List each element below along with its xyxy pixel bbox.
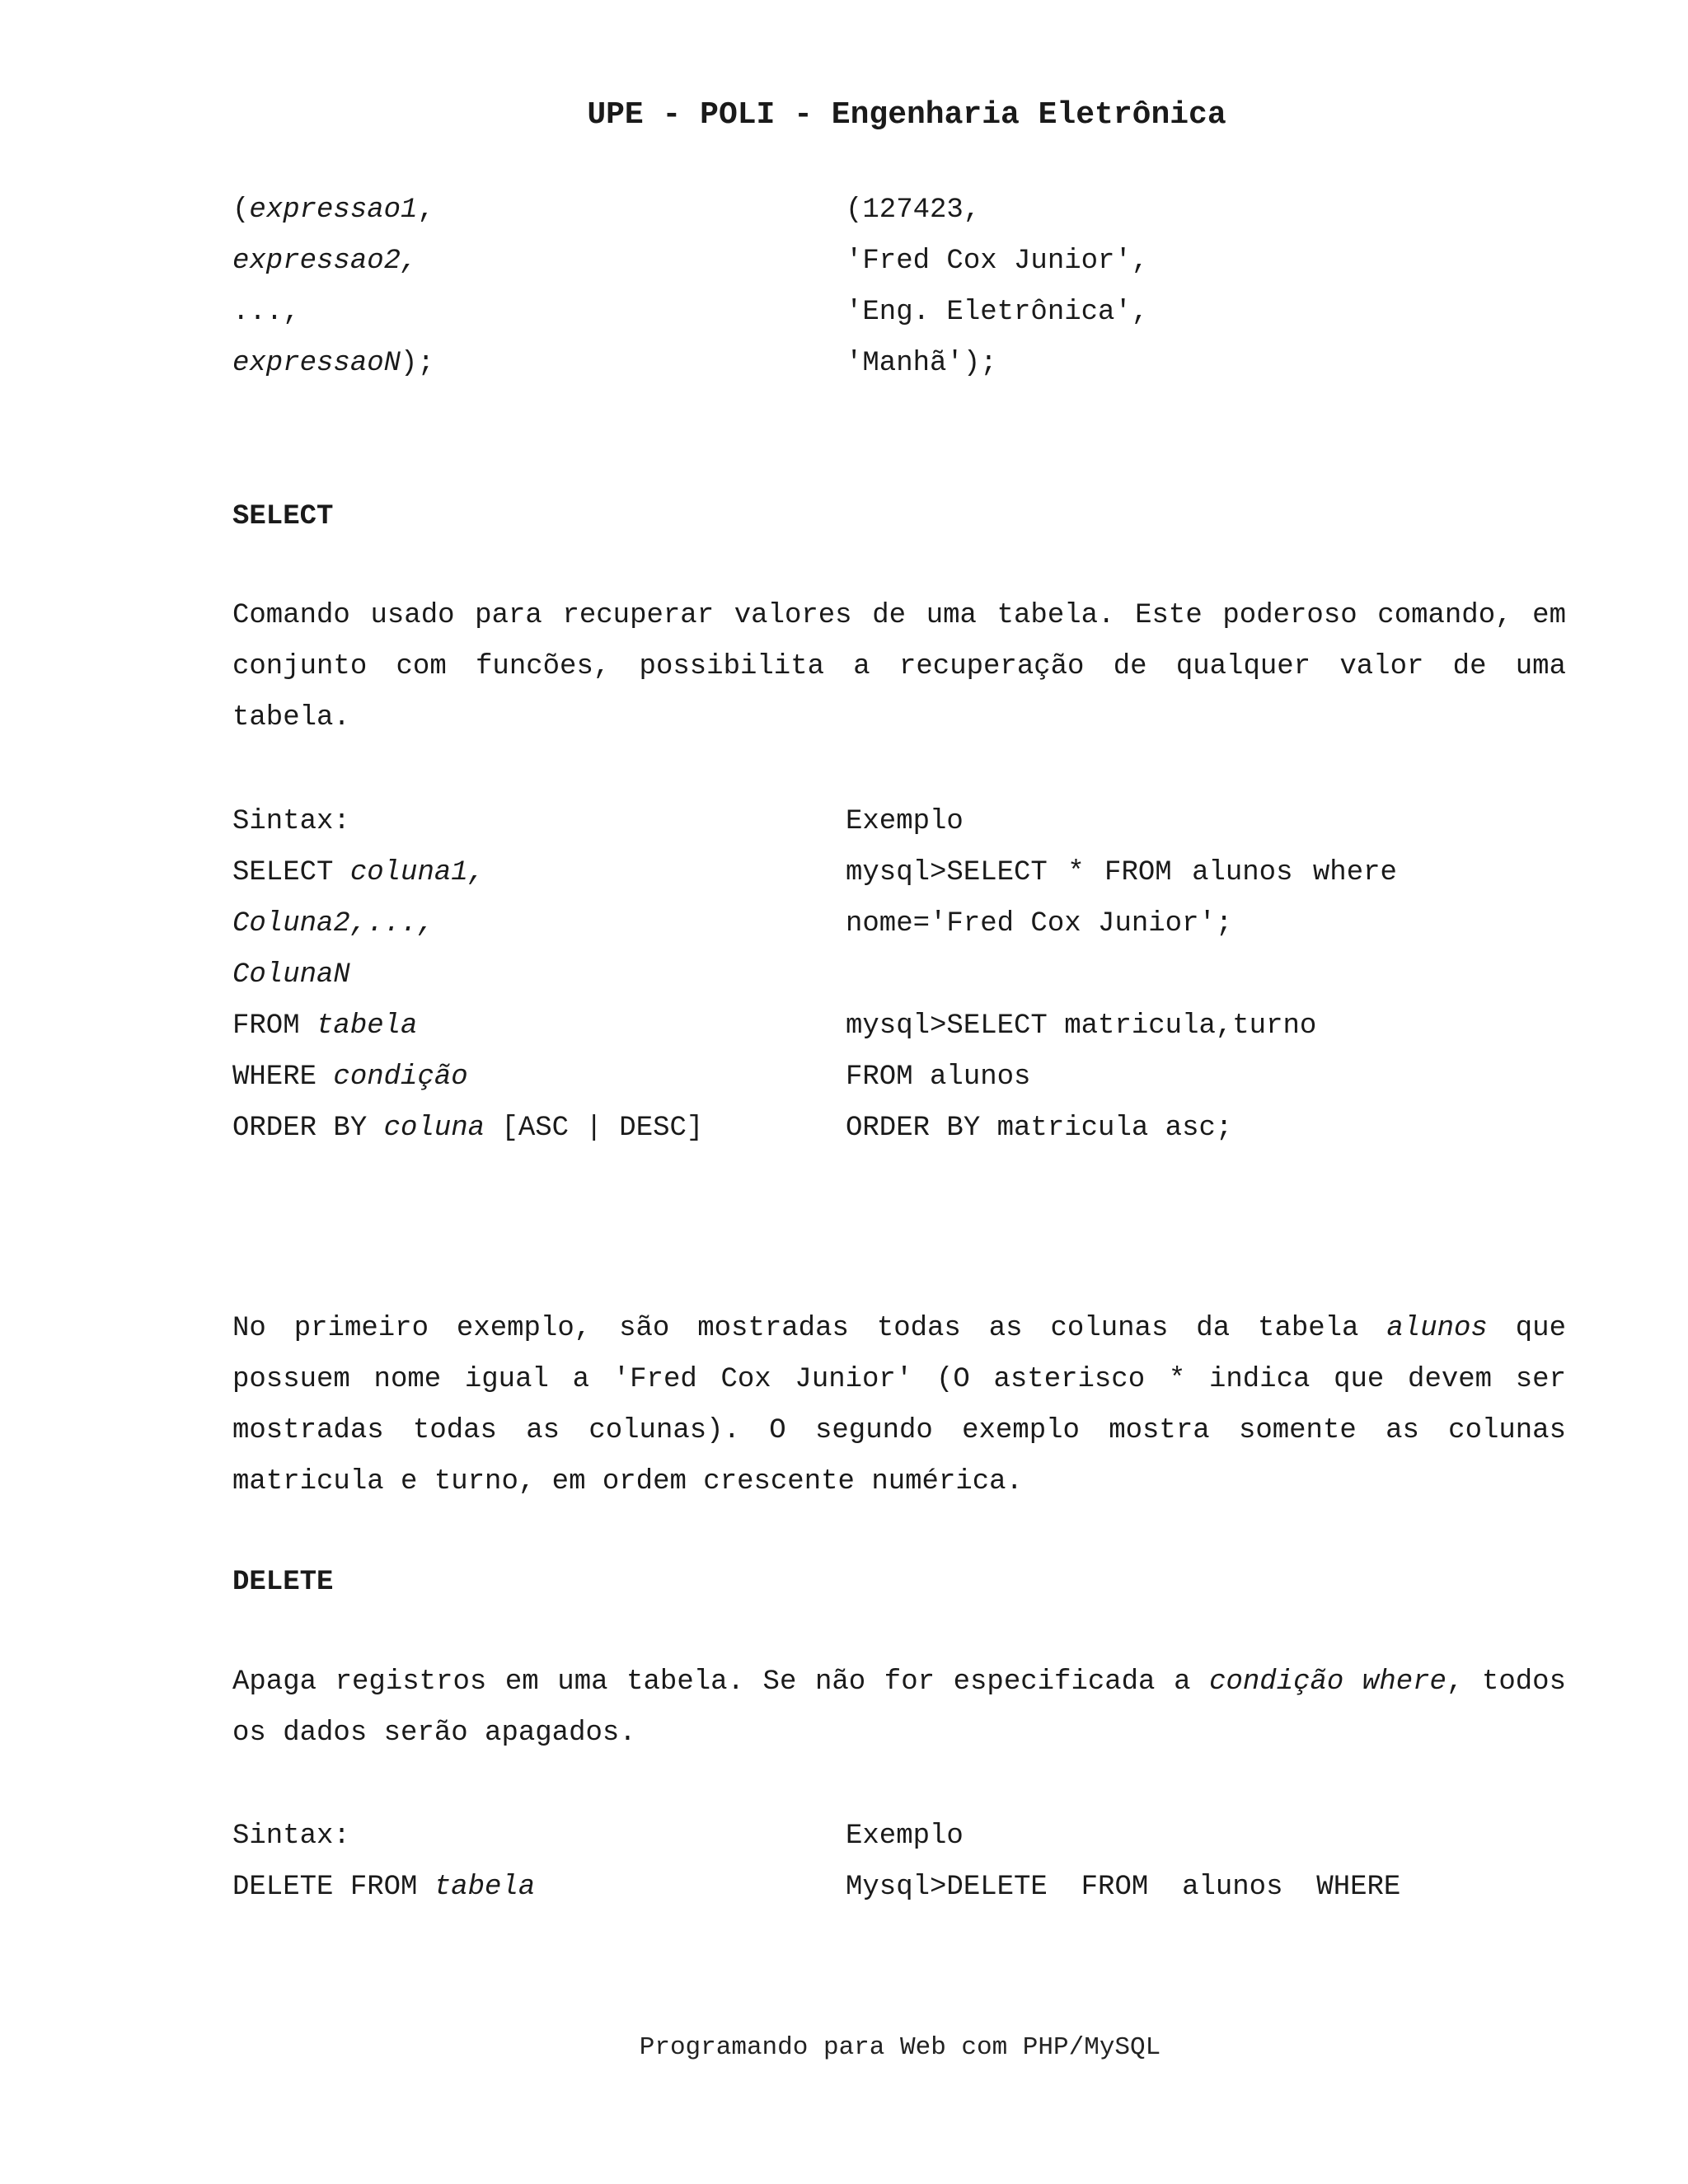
insert-syntax-line-2: expressao2, (232, 246, 418, 277)
select-example-line-1: mysql>SELECT * FROM alunos where (846, 857, 1397, 888)
select-syntax-line-1: SELECT coluna1, (232, 857, 485, 888)
delete-heading: DELETE (232, 1567, 334, 1598)
insert-example-line-4: 'Manhã'); (846, 348, 997, 379)
select-example-line-4: mysql>SELECT matricula,turno (846, 1010, 1317, 1042)
insert-example-line-2: 'Fred Cox Junior', (846, 246, 1149, 277)
select-example-line-6: ORDER BY matricula asc; (846, 1113, 1233, 1144)
select-heading: SELECT (232, 501, 334, 532)
insert-example-line-1: (127423, (846, 194, 981, 226)
select-syntax-line-6: ORDER BY coluna [ASC | DESC] (232, 1113, 704, 1144)
delete-description: Apaga registros em uma tabela. Se não for especificada a condição where, todos os dados serão apagados. (232, 1666, 1566, 1749)
insert-syntax-line-3: ..., (232, 297, 300, 328)
select-syntax-line-2: Coluna2,..., (232, 908, 434, 940)
select-syntax-line-4: FROM tabela (232, 1010, 418, 1042)
insert-example-line-3: 'Eng. Eletrônica', (846, 297, 1149, 328)
page-header-title: UPE - POLI - Engenharia Eletrônica (587, 97, 1226, 133)
insert-syntax-line-1: (expressao1, (232, 194, 434, 226)
select-syntax-line-3: ColunaN (232, 959, 350, 991)
delete-example-label: Exemplo (846, 1821, 964, 1852)
select-example-line-2: nome='Fred Cox Junior'; (846, 908, 1233, 940)
delete-syntax-line: DELETE FROM tabela (232, 1872, 536, 1903)
page-footer: Programando para Web com PHP/MySQL (639, 2033, 1161, 2062)
delete-syntax-label: Sintax: (232, 1821, 350, 1852)
delete-example-line: Mysql>DELETE FROM alunos WHERE (846, 1872, 1401, 1903)
select-example-label: Exemplo (846, 806, 964, 837)
select-explanation: No primeiro exemplo, são mostradas todas as colunas da tabela alunos que possuem nome igual a 'Fred Cox Junior' (O asterisco * indica que devem ser mostradas todas as colunas). O segundo exemplo mostra somente as colunas matricula e turno, em ordem crescente numérica. (232, 1313, 1566, 1497)
select-description: Comando usado para recuperar valores de uma tabela. Este poderoso comando, em conjunto com funcões, possibilita a recuperação de qualquer valor de uma tabela. (232, 600, 1566, 733)
insert-syntax-line-4: expressaoN); (232, 348, 434, 379)
select-syntax-label: Sintax: (232, 806, 350, 837)
select-syntax-line-5: WHERE condição (232, 1062, 468, 1093)
select-example-line-5: FROM alunos (846, 1062, 1031, 1093)
